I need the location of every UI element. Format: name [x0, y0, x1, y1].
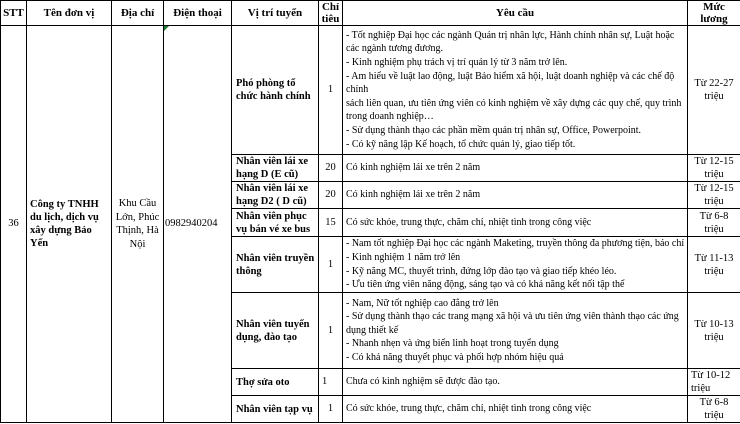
requirements-cell: [343, 155, 688, 182]
requirement-line: - Nam, Nữ tốt nghiệp cao đẳng trở lên: [346, 297, 499, 309]
quota-cell: 1: [319, 237, 343, 293]
requirement-line: - Sử dụng thành thạo các phần mềm quản trị nhân sự, Office, Powerpoint.: [346, 124, 642, 136]
company-address: Khu Cầu Lớn, Phúc Thịnh, Hà Nội: [112, 26, 164, 423]
quota-cell: 1: [319, 369, 343, 396]
requirements-cell: [343, 26, 688, 155]
position-cell: Nhân viên truyền thông: [232, 237, 319, 293]
requirements-cell: [343, 209, 688, 237]
requirement-line: - Am hiểu về luật lao động, luật Bảo hiểm xã hội, luật doanh nghiệp và các chế độ chính: [346, 70, 675, 96]
company-name: Công ty TNHH du lịch, dịch vụ xây dựng Bảo Yến: [27, 26, 112, 423]
requirement-line: - Nam tốt nghiệp Đại học các ngành Maketing, truyền thông đa phương tiện, báo chí: [346, 238, 685, 250]
requirement-line: - Nhanh nhẹn và ứng biến linh hoạt trong tuyển dụng: [346, 338, 559, 350]
header-position: Vị trí tuyển: [232, 1, 319, 26]
header-requirements: Yêu cầu: [343, 1, 688, 26]
requirement-line: sách liên quan, ưu tiên ứng viên có kinh nghiệm về xây dựng các quy chế, quy trình trong doanh nghiệp…: [346, 97, 682, 123]
salary-cell: Từ 11-13 triệu: [688, 237, 740, 293]
position-cell: Phó phòng tổ chức hành chính: [232, 26, 319, 155]
requirements-cell: [343, 293, 688, 369]
header-row: [1, 1, 740, 26]
table-row: [1, 26, 740, 155]
requirements-cell: [343, 396, 688, 423]
header-phone: Điện thoại: [164, 1, 232, 26]
salary-cell: Từ 12-15 triệu: [688, 155, 740, 182]
position-cell: Nhân viên tuyển dụng, đào tạo: [232, 293, 319, 369]
salary-cell: Từ 10-13 triệu: [688, 293, 740, 369]
requirement-line: Có kinh nghiệm lái xe trên 2 năm: [346, 162, 481, 174]
requirement-line: - Tốt nghiệp Đại học các ngành Quản trị nhân lực, Hành chính nhân sự, Luật hoặc các ngành tương đương.: [346, 29, 675, 55]
position-cell: Nhân viên lái xe hạng D2 ( D cũ): [232, 182, 319, 209]
requirement-line: Có sức khỏe, trung thực, chăm chỉ, nhiệt tình trong công việc: [346, 216, 592, 228]
header-address: Địa chỉ: [112, 1, 164, 26]
header-stt: STT: [1, 1, 27, 26]
requirement-line: - Có khả năng thuyết phục và phối hợp nhóm hiệu quả: [346, 351, 564, 363]
requirement-line: Có kinh nghiệm lái xe trên 2 năm: [346, 189, 481, 201]
position-cell: Nhân viên tạp vụ: [232, 396, 319, 423]
company-phone-cell: [164, 26, 232, 423]
position-cell: Thợ sửa oto: [232, 369, 319, 396]
requirement-line: - Kinh nghiệm 1 năm trở lên: [346, 251, 461, 263]
requirements-cell: [343, 182, 688, 209]
header-salary: Mức lương: [688, 1, 740, 26]
quota-cell: 1: [319, 293, 343, 369]
requirement-line: - Có kỹ năng lập Kế hoạch, tổ chức quản lý, giao tiếp tốt.: [346, 138, 576, 150]
quota-cell: 1: [319, 26, 343, 155]
requirement-line: Có sức khỏe, trung thực, chăm chỉ, nhiệt tình trong công việc: [346, 403, 592, 415]
header-unit: Tên đơn vị: [27, 1, 112, 26]
position-cell: Nhân viên lái xe hạng D (E cũ): [232, 155, 319, 182]
requirement-line: - Kỹ năng MC, thuyết trình, đứng lớp đào tạo và giao tiếp khéo léo.: [346, 265, 617, 277]
salary-cell: Từ 12-15 triệu: [688, 182, 740, 209]
quota-cell: 1: [319, 396, 343, 423]
company-phone: 0982940204: [165, 218, 218, 230]
quota-cell: 15: [319, 209, 343, 237]
requirement-line: - Kinh nghiệm phụ trách vị trí quản lý từ 3 năm trở lên.: [346, 57, 568, 69]
quota-cell: 20: [319, 155, 343, 182]
salary-cell: Từ 10-12 triệu: [688, 369, 740, 396]
salary-cell: Từ 22-27 triệu: [688, 26, 740, 155]
quota-cell: 20: [319, 182, 343, 209]
requirements-cell: [343, 369, 688, 396]
requirement-line: Chưa có kinh nghiệm sẽ được đào tạo.: [346, 376, 500, 388]
salary-cell: Từ 6-8 triệu: [688, 396, 740, 423]
salary-cell: Từ 6-8 triệu: [688, 209, 740, 237]
cell-note-marker: [164, 26, 169, 31]
requirements-cell: [343, 237, 688, 293]
header-quota: Chỉ tiêu: [319, 1, 343, 26]
requirement-line: - Ưu tiên ứng viên năng động, sáng tạo và có khả năng kết nối tập thể: [346, 279, 625, 291]
company-stt: 36: [1, 26, 27, 423]
requirement-line: - Sử dụng thành thạo các trang mạng xã hội và ưu tiên ứng viên thành thạo các ứng dụng thiết kế: [346, 311, 679, 336]
position-cell: Nhân viên phục vụ bán vé xe bus: [232, 209, 319, 237]
